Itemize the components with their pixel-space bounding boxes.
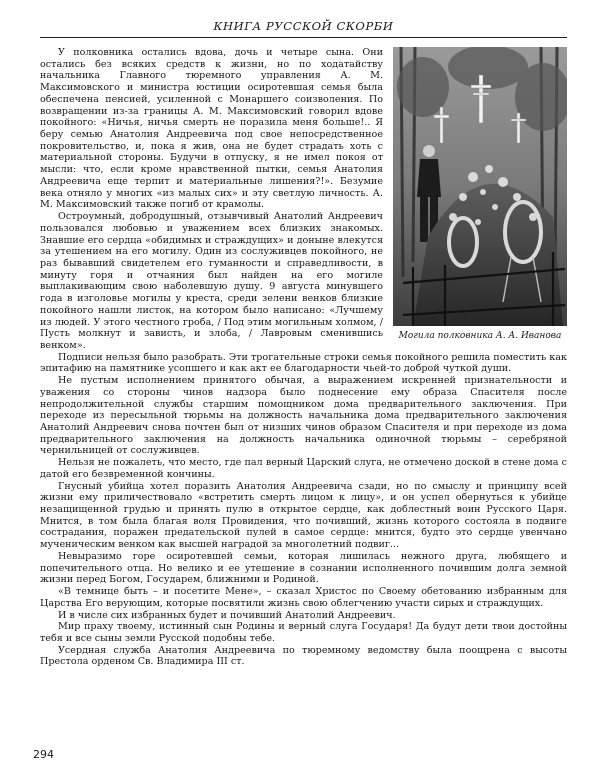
paragraph: И в числе сих избранных будет и почивший Анатолий Андреевич. xyxy=(58,609,396,621)
paragraph: Мир праху твоему, истинный сын Родины и верный слуга Государя! Да будут дети твои достойны тебя и все сыны земли Русской подобны тебе. xyxy=(40,621,567,644)
running-head-title: КНИГА РУССКОЙ СКОРБИ xyxy=(213,19,394,33)
paragraph: Подписи нельзя было разобрать. Эти трогательные строки семья покойного решила поместить как эпитафию на памятнике усопшего и как акт ее благодарности чьей-то доброй чуткой души. xyxy=(40,351,567,375)
paragraph: «В темнице быть – и посетите Мене», – сказал Христос по Своему обетованию избранным для Царства Его верующим, которые посвятили жизнь свою облегчению участи сирых и страждущих. xyxy=(40,586,567,609)
paragraph: Не пустым исполнением принятого обычая, а выражением искренней признательности и уважения со стороны чинов надзора было поднесение ему образа Спасителя после непродолжительной службы старшим помощником дома предварительного заключения. При переходе из пересыльной тюрьмы на должность начальника дома предварительного заключения Анатолий Андреевич снова почтен был от низших чинов образом Спасителя и при переходе из дома предварительного заключения на должность начальника одиночной тюрьмы – серебряной чернильницей от сослуживцев. xyxy=(40,375,567,457)
grave-photo xyxy=(393,47,567,326)
figure xyxy=(393,47,567,342)
figure-caption: Могила полковника А. А. Иванова xyxy=(398,331,562,341)
paragraph: У полковника остались вдова, дочь и четыре сына. Они остались без всяких средств к жизни, но по ходатайству начальника Главного тюремного управления А. М. Максимовского и министра юстиции осиротевшая семья была обеспечена пенсией, усиленной с Монаршего соизволения. По возвращении из-за границы А. М. Максимовский говорил вдове покойного: «Ничья, ничья смерть не поразила меня больше!.. Я беру семью Анатолия Андреевича под свое непосредственное покровительство, и, пока я жив, она не будет страдать хоть с материальной стороны. Будучи в отпуску, я не имел покоя от мысли: что, если кроме нравственной пытки, семья Анатолия Андреевича еще терпит и материальные лишения?!». Безумие века отняло у многих «из малых сих» и эту светлую личность. А. М. Максимовский также погиб от крамолы. xyxy=(40,47,383,211)
running-header xyxy=(40,18,567,40)
header-rule xyxy=(40,37,567,38)
page-body xyxy=(40,47,567,668)
paragraph: Невыразимо горе осиротевшей семьи, которая лишилась нежного друга, любящего и попечительного отца. Но велико и ее утешение в сознании исполненного почившим долга земной жизни перед Богом, Государем, ближними и Родиной. xyxy=(40,550,567,586)
paragraph: Остроумный, добродушный, отзывчивый Анатолий Андреевич пользовался любовью и уважением всех близких знакомых. Знавшие его сердца «обидимых и страждущих» и доныне влекутся за утешением на его могилу. Один из сослуживцев покойного, не раз бывавший свидетелем его гуманности и справедливости, в минуту горя и отчаяния был найден на его могиле выплакивающим свою наболевшую душу. 9 августа минувшего года в изголовье могилы у креста, среди зелени венков близкие покойного нашли листок, на котором было написано: «Лучшему из людей. У этого честного гроба, / Под этим могильным холмом, / Пусть молкнут и зависть, и злоба, / Лавровым сменившись венком». xyxy=(40,211,383,351)
paragraph: Гнусный убийца хотел поразить Анатолия Андреевича сзади, но по смыслу и принципу всей жизни ему приличествовало «встретить смерть лицом к лицу», и он успел обернуться к убийце незащищенной грудью и принять пулю в открытое сердце, как доблестный воин Русского Царя. Мнится, в том была благая воля Провидения, что почивший, жизнь которого состояла в подвиге сострадания, поражен предательской пулей в самое сердце: мнится, будто это сердце увенчано мученическим венком как высшей наградой за многолетний подвиг... xyxy=(40,480,567,551)
page-number: 294 xyxy=(33,748,54,761)
paragraph: Нельзя не пожалеть, что место, где пал верный Царский слуга, не отмечено доской в стене дома с датой его безвременной кончины. xyxy=(40,457,567,480)
paragraph: Усердная служба Анатолия Андреевича по тюремному ведомству была поощрена с высоты Престола орденом Св. Владимира III ст. xyxy=(40,644,567,668)
